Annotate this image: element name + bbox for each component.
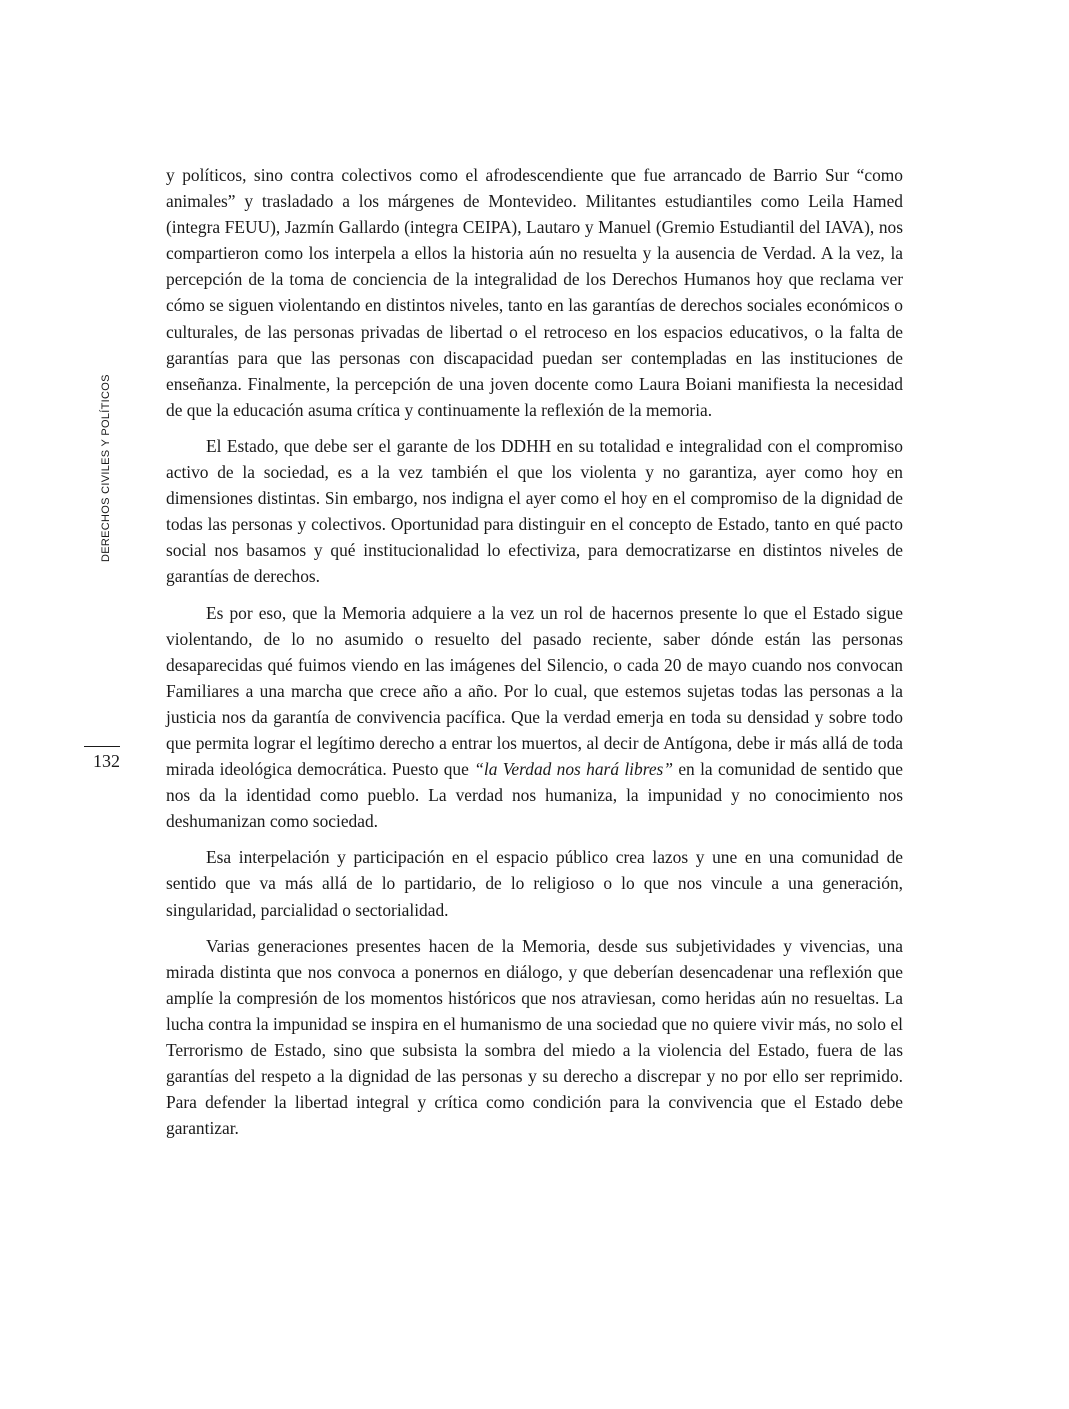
paragraph-3-quote: “la Verdad nos hará libres” (474, 759, 673, 780)
paragraph-1: y políticos, sino contra colectivos como el afrodescendiente que fue arrancado de Barrio Sur “como animales” y trasladado a los márgenes de Montevideo. Militantes estudiantiles como Leila Hamed (integra FEUU), Jazmín Gallardo (integra CEIPA), Lautaro y Manuel (Gremio Estudiantil del IAVA), nos compartieron como los interpela a ellos la historia aún no resuelta y la ausencia de Verdad. A la vez, la percepción de la toma de conciencia de la integralidad de los Derechos Humanos hoy que reclama ver cómo se siguen violentando en distintos niveles, tanto en las garantías de derechos sociales económicos o culturales, de las personas privadas de libertad o el retroceso en los espacios educativos, o la falta de garantías para que las personas con discapacidad puedan ser contempladas en las instituciones de enseñanza. Finalmente, la percepción de una joven docente como Laura Boiani manifiesta la necesidad de que la educación asuma crítica y continuamente la reflexión de la memoria. (166, 165, 903, 420)
body-text (166, 162, 903, 1151)
paragraph-5: Varias generaciones presentes hacen de la Memoria, desde sus subjetividades y vivencias, una mirada distinta que nos convoca a ponernos en diálogo, y que deberían desencadenar una reflexión que amplíe la compresión de los momentos históricos que nos atraviesan, como heridas aún no resueltas. La lucha contra la impunidad se inspira en el humanismo de una sociedad que no quiere vivir más, no solo el Terrorismo de Estado, sino que subsista la sombra del miedo a la violencia del Estado, fuera de las garantías del respeto a la dignidad de las personas y su derecho a discrepar y no por ello ser reprimido. Para defender la libertad integral y crítica como condición para la convivencia que el Estado debe garantizar. (166, 935, 903, 1139)
paragraph-4: Esa interpelación y participación en el espacio público crea lazos y une en una comunidad de sentido que va más allá de lo partidario, de lo religioso o lo que nos vincule a una generación, singularidad, parcialidad o sectorialidad. (166, 847, 903, 920)
paragraph-3 (166, 600, 903, 835)
page-number: 132 (93, 751, 120, 771)
paragraph-3-text-start: Es por eso, que la Memoria adquiere a la vez un rol de hacernos presente lo que el Estado sigue violentando, de lo no asumido o resuelto del pasado reciente, saber dónde están las personas desaparecidas qué fuimos viendo en las imágenes del Silencio, o cada 20 de mayo cuando nos convocan Familiares a una marcha que crece año a año. Por lo cual, que estemos sujetas todas las personas a la justicia nos da garantía de convivencia pacífica. Que la verdad emerja en toda su densidad y sobre todo que permita lograr el legítimo derecho a entrar los muertos, al decir de Antígona, debe ir más allá de toda mirada ideológica democrática. Puesto que (166, 602, 903, 780)
running-header-vertical: DERECHOS CIVILES Y POLÍTICOS (100, 374, 112, 562)
paragraph-2: El Estado, que debe ser el garante de los DDHH en su totalidad e integralidad con el compromiso activo de la sociedad, es a la vez también el que los violenta y no garantiza, ayer como hoy en dimensiones distintas. Sin embargo, nos indigna el ayer como el hoy en el compromiso de la dignidad de todas las personas y colectivos. Oportunidad para distinguir en el concepto de Estado, tanto en qué pacto social nos basamos y qué institucionalidad lo efectiviza, para democratizarse en distintos niveles de garantías de derechos. (166, 435, 903, 587)
paragraph-3-text-end: en la comunidad de sentido que nos da la identidad como pueblo. La verdad nos humaniza, la impunidad y no conocimiento nos deshumanizan como sociedad. (166, 759, 903, 832)
page-number-rule (84, 746, 120, 747)
